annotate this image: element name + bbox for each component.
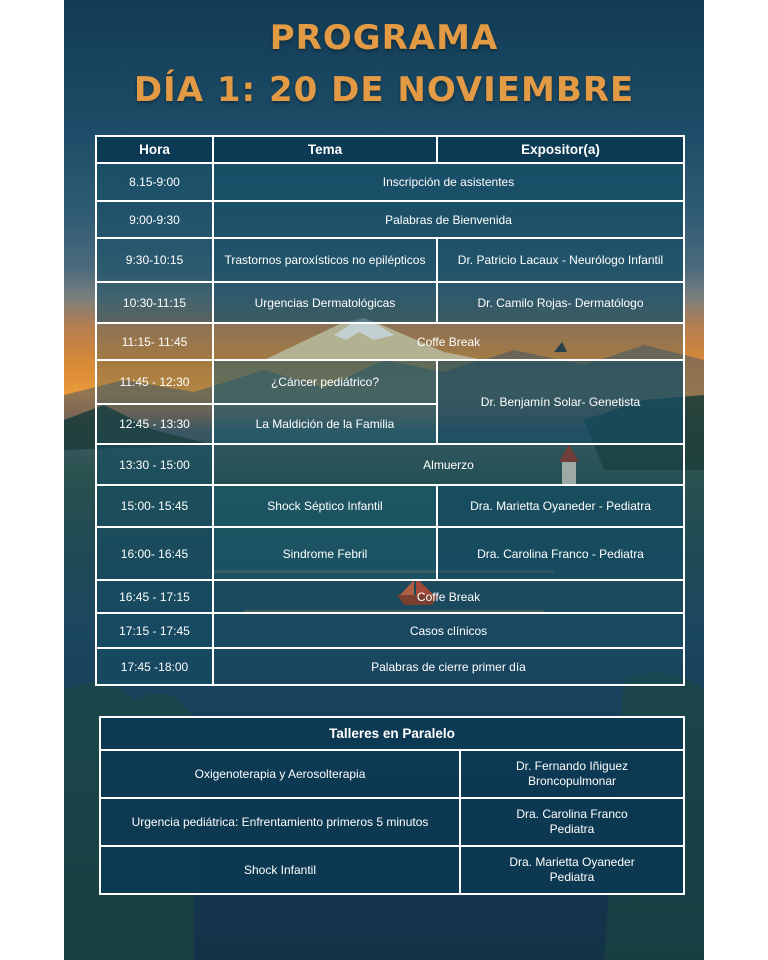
table-row — [96, 648, 684, 685]
workshop-topic: Oxigenoterapia y Aerosolterapia — [100, 750, 460, 798]
topic-cell: Shock Séptico Infantil — [213, 485, 437, 527]
merged-cell: Palabras de cierre primer día — [213, 648, 684, 685]
time-cell: 8.15-9:00 — [96, 163, 213, 201]
header-hora: Hora — [96, 136, 213, 163]
topic-cell: Trastornos paroxísticos no epilépticos — [213, 238, 437, 282]
time-cell: 11:15- 11:45 — [96, 323, 213, 360]
schedule-table — [95, 135, 685, 686]
merged-cell: Palabras de Bienvenida — [213, 201, 684, 238]
table-row — [96, 360, 684, 404]
table-row — [96, 444, 684, 485]
program-title: PROGRAMA — [269, 18, 499, 58]
time-cell: 16:00- 16:45 — [96, 527, 213, 580]
table-row — [96, 580, 684, 613]
topic-cell: Urgencias Dermatológicas — [213, 282, 437, 323]
poster-background — [64, 0, 704, 960]
workshops-table — [99, 716, 685, 895]
speaker-cell: Dr. Patricio Lacaux - Neurólogo Infantil — [437, 238, 684, 282]
schedule-header-row — [96, 136, 684, 163]
merged-cell: Inscripción de asistentes — [213, 163, 684, 201]
topic-cell: ¿Cáncer pediátrico? — [213, 360, 437, 404]
speaker-cell: Dr. Camilo Rojas- Dermatólogo — [437, 282, 684, 323]
time-cell: 13:30 - 15:00 — [96, 444, 213, 485]
time-cell: 17:15 - 17:45 — [96, 613, 213, 648]
table-row — [100, 750, 684, 798]
table-row — [96, 485, 684, 527]
topic-cell: Sindrome Febril — [213, 527, 437, 580]
workshop-speaker — [460, 846, 684, 894]
time-cell: 10:30-11:15 — [96, 282, 213, 323]
speaker-cell: Dra. Marietta Oyaneder - Pediatra — [437, 485, 684, 527]
workshop-speaker — [460, 750, 684, 798]
program-date-title: DÍA 1: 20 DE NOVIEMBRE — [133, 70, 635, 110]
merged-cell: Coffe Break — [213, 323, 684, 360]
time-cell: 11:45 - 12:30 — [96, 360, 213, 404]
table-row — [96, 282, 684, 323]
time-cell: 9:00-9:30 — [96, 201, 213, 238]
topic-cell: La Maldición de la Familia — [213, 404, 437, 444]
time-cell: 15:00- 15:45 — [96, 485, 213, 527]
speaker-cell: Dr. Benjamín Solar- Genetista — [437, 360, 684, 444]
speaker-name: Dr. Fernando Iñiguez — [515, 759, 629, 773]
workshop-topic: Urgencia pediátrica: Enfrentamiento primeros 5 minutos — [100, 798, 460, 846]
merged-cell: Casos clínicos — [213, 613, 684, 648]
time-cell: 17:45 -18:00 — [96, 648, 213, 685]
workshop-speaker — [460, 798, 684, 846]
time-cell: 9:30-10:15 — [96, 238, 213, 282]
merged-cell: Almuerzo — [213, 444, 684, 485]
speaker-role: Broncopulmonar — [527, 774, 617, 788]
table-row — [96, 323, 684, 360]
speaker-role: Pediatra — [549, 822, 595, 836]
speaker-role: Pediatra — [549, 870, 595, 884]
speaker-name: Dra. Marietta Oyaneder — [509, 855, 635, 869]
table-row — [96, 201, 684, 238]
time-cell: 12:45 - 13:30 — [96, 404, 213, 444]
merged-cell: Coffe Break — [213, 580, 684, 613]
header-tema: Tema — [213, 136, 437, 163]
speaker-name: Dra. Carolina Franco — [516, 807, 628, 821]
table-row — [100, 846, 684, 894]
workshops-title: Talleres en Paralelo — [100, 717, 684, 750]
time-cell: 16:45 - 17:15 — [96, 580, 213, 613]
table-row — [96, 613, 684, 648]
speaker-cell: Dra. Carolina Franco - Pediatra — [437, 527, 684, 580]
workshops-header-row — [100, 717, 684, 750]
table-row — [96, 527, 684, 580]
table-row — [96, 163, 684, 201]
workshop-topic: Shock Infantil — [100, 846, 460, 894]
header-expositor: Expositor(a) — [437, 136, 684, 163]
table-row — [100, 798, 684, 846]
table-row — [96, 238, 684, 282]
